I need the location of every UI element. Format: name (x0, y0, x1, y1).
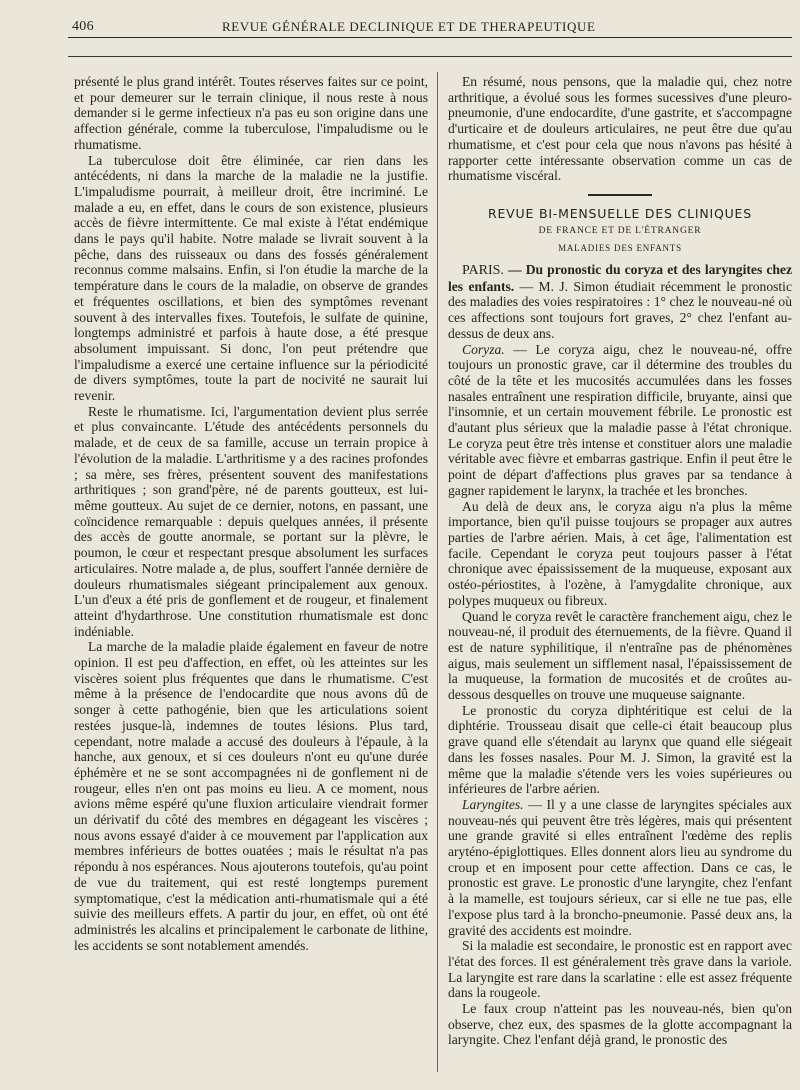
paragraph: Au delà de deux ans, le coryza aigu n'a plus la même importance, bien qu'il puisse toujours se propager aux autres parties de l'arbre aérien. Mais, à cet âge, l'alimentation est facile. Cependant le coryza peut toujours passer à l'état chronique avec épaississement de la muqueuse, exposant aux ostéo-périostites, à l'ozène, à l'amygdalite chronique, aux polypes muqueux ou fibreux. (448, 498, 792, 608)
paragraph: Quand le coryza revêt le caractère franchement aigu, chez le nouveau-né, il produit des éternuements, de la fièvre. Quand il est de nature syphilitique, il n'entraîne pas de phénomènes aigus, mais seulement un sifflement nasal, l'épaississement de la muqueuse, la formation de mucosités et de croûtes au-dessous desquelles on trouve une muqueuse saignante. (448, 608, 792, 703)
section-rubric: MALADIES DES ENFANTS (558, 243, 682, 254)
paragraph: présenté le plus grand intérêt. Toutes réserves faites sur ce point, et pour demeurer sur le terrain clinique, il nous reste à nous demander si le germe infectieux n'a pas eu son origine dans une affection générale, comme la tuberculose, l'impaludisme ou le rhumatisme. (74, 74, 428, 152)
paragraph-text: — M. J. Simon étudiait récemment le pronostic des maladies des voies respiratoires : 1° chez le nouveau-né où ces affections sont toujours fort graves, 2° chez l'enfant au-dessus de deux ans. (448, 278, 792, 341)
paragraph: La tuberculose doit être éliminée, car rien dans les antécédents, ni dans la marche de la maladie ne la justifie. L'impaludisme pourrait, à meilleur droit, être incriminé. Le malade a eu, en effet, dans le cours de son existence, plusieurs accès de fièvre intermittente. Ce mal existe à l'état endémique dans le pays qu'il habite. Notre malade se livrait souvent à la pêche, dans des ruisseaux ou dans des fossés généralement reconnus comme malsains. Enfin, si l'on étudie la marche de la température dans le cours de la maladie, on observe de grandes et fréquentes oscillations, et bien des symptômes revenant souvent à des intervalles fixes. Toutefois, le sulfate de quinine, longtemps administré et parfois à haute dose, a été presque absolument impuissant. Si donc, l'on peut prétendre que l'impaludisme a exercé une certaine influence sur la périodicité de divers symptômes, toute la part de nocivité ne saurait lui revenir. (74, 152, 428, 404)
header-rule (68, 37, 792, 38)
paragraph: Le pronostic du coryza diphtéritique est celui de la diphtérie. Trousseau disait que celle-ci était beaucoup plus grave quand elle s'étendait au larynx que quand elle siégeait dans les fosses nasales. Pour M. J. Simon, la gravité est la même que la maladie s'étende vers les voies supérieures ou inférieures de l'arbre aérien. (448, 702, 792, 797)
header-rule-lower (68, 56, 792, 57)
section-subtitle: DE FRANCE ET DE L'ÉTRANGER (538, 225, 702, 236)
paragraph-coryza (448, 342, 792, 499)
paragraph-paris (448, 262, 792, 342)
city-label: PARIS. (462, 263, 504, 279)
column-divider (437, 72, 438, 1072)
paragraph: Reste le rhumatisme. Ici, l'argumentation devient plus serrée et plus convaincante. L'étude des antécédents personnels du malade, et de ceux de sa famille, accuse un terrain propice à l'évolution de la maladie. L'arthritisme y a des racines profondes ; sa mère, ses frères, présentent souvent des manifestations arthritiques ; son grand'père, né de parents goutteux, est lui-même goutteux. Au sujet de ce dernier, notons, en passant, une coïncidence remarquable : depuis quelques années, il présente des accès de goutte anormale, se portant sur la plèvre, le poumon, le cœur et respectant presque absolument les surfaces articulaires. Notre malade a, de plus, souffert l'année dernière de douleurs rhumatismales siégeant principalement aux genoux. L'un d'eux a été pris de gonflement et de rougeur, et finalement atteint d'hydarthrose. Une constitution rhumatismale est donc indéniable. (74, 403, 428, 639)
article-heading: — Du pronostic du coryza et des laryngites chez les enfants. (448, 262, 792, 294)
paragraph: Si la maladie est secondaire, le pronostic est en rapport avec l'état des forces. Il est généralement très grave dans la variole. La laryngite est rare dans la scarlatine : elle est assez fréquente dans la rougeole. (448, 938, 792, 1001)
paragraph: En résumé, nous pensons, que la maladie qui, chez notre arthritique, a évolué sous les formes sucessives d'une pleuro-pneumonie, d'une endocardite, d'une gastrite, et s'accompagne d'urticaire et de douleurs articulaires, ne peut être due qu'au rhumatisme, et c'est pour cela que nous n'avons pas hésité à rapporter cette intéressante observation comme un cas de rhumatisme viscéral. (448, 74, 792, 184)
page-number: 406 (72, 19, 94, 34)
right-column (448, 74, 792, 1048)
running-head (72, 12, 780, 38)
paragraph-text: — Le coryza aigu, chez le nouveau-né, offre toujours un pronostic grave, car il détermine des troubles du côté de la tête et les mucosités accumulées dans les fosses nasales entraînent une respiration difficile, bruyante, ainsi que l'insomnie, et un certain mouvement fébrile. Le pronostic est d'autant plus sérieux que la maladie passe à l'état chronique. Le coryza peut être très intense et constituer alors une maladie véritable avec fièvre et embarras gastrique. Enfin il peut être le point de départ d'affections plus graves par sa tendance à gagner rapidement le larynx, la trachée et les bronches. (448, 341, 792, 498)
section-title: REVUE BI-MENSUELLE DES CLINIQUES (487, 205, 752, 221)
subheading-laryngites: Laryngites. (462, 796, 524, 812)
section-ornament-rule (588, 194, 652, 196)
paragraph-laryngites (448, 797, 792, 938)
paragraph: La marche de la maladie plaide également en faveur de notre opinion. Il est peu d'affection, en effet, où les atteintes sur les viscères soient plus fréquentes que dans le rhumatisme. C'est même à la présence de l'endocardite que nous avons dû de songer à cette pathogénie, bien que les articulations soient restées jusque-là, indemnes de toutes lésions. Plus tard, cependant, notre malade a accusé des douleurs à l'épaule, à la hanche, aux genoux, et si ces douleurs n'ont eu qu'une durée éphémère et ne se sont accompagnées ni de gonflement ni de rougeur, elles n'en ont pas moins eu lieu. A ce moment, nous avions même espéré qu'une fluxion articulaire viendrait former un dérivatif du côté des membres en dégageant les viscères ; nous avons essayé d'aider à ce mouvement par l'application aux membres inférieurs de bottes ouatées ; mais le résultat n'a pas répondu à nos espérances. Nous ajouterons toutefois, qu'au point de vue du traitement, qui est resté longtemps purement symptomatique, c'est la médication anti-rhumatismale qui a été suivie des meilleurs effets. A partir du jour, en effet, où ont été administrés les alcalins et principalement le carbonate de lithine, les accidents se sont notablement amendés. (74, 639, 428, 953)
left-column (74, 74, 428, 953)
journal-title: REVUE GÉNÉRALE DECLINIQUE ET DE THERAPEUTIQUE (222, 19, 596, 34)
paragraph: Le faux croup n'atteint pas les nouveau-nés, bien qu'on observe, chez eux, des spasmes de la glotte accompagnant la laryngite. Chez l'enfant déjà grand, le pronostic des (448, 1001, 792, 1048)
subheading-coryza: Coryza. (462, 341, 505, 357)
paragraph-text: — Il y a une classe de laryngites spéciales aux nouveau-nés qui peuvent être très légères, mais qui présentent une grande gravité si elles entraînent l'œdème des replis aryténo-épiglottiques. Elles donnent alors lieu au syndrome du croup et en imposent pour cette affection. Dans ce cas, le pronostic est grave. Le pronostic d'une laryngite, chez l'enfant à la mamelle, est toujours sérieux, car si elle ne tue pas, elle l'expose plus tard à la broncho-pneumonie. Passé deux ans, la gravité des accidents est moindre. (448, 796, 792, 938)
